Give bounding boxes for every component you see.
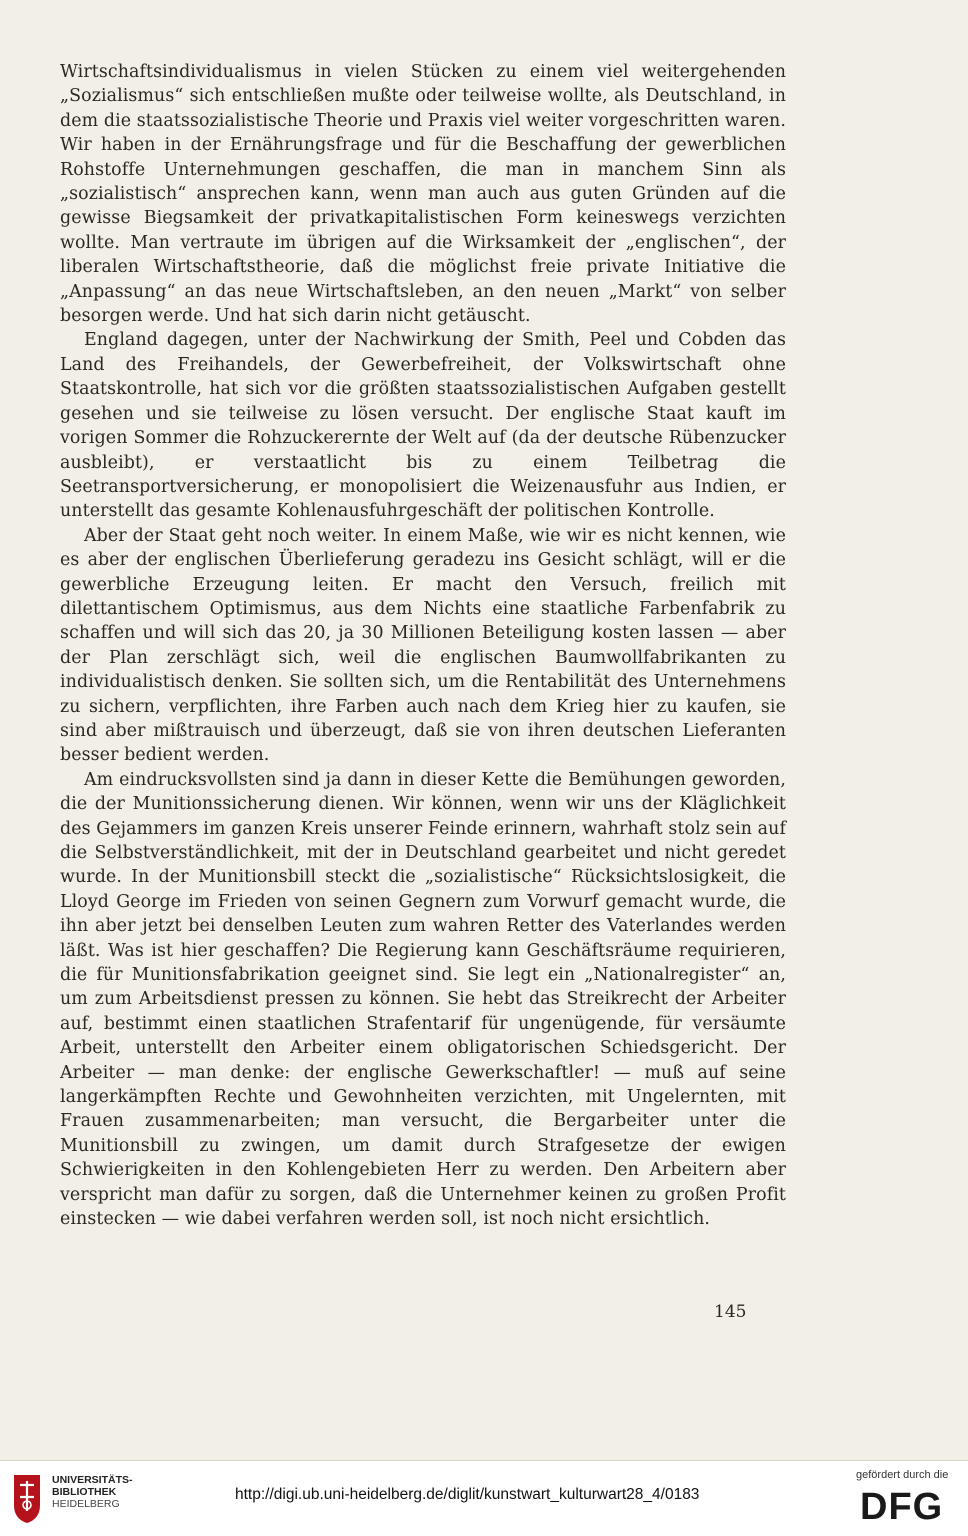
funding-note: gefördert durch die: [856, 1469, 949, 1481]
library-name: [52, 1474, 133, 1510]
paragraph: Wirtschaftsindividualismus in vielen Stücken zu einem viel weitergehenden „Sozialismus“ sich entschließen mußte oder teilweise wollte, als Deutschland, in dem die staatssozialistische Theorie und Praxis viel weiter vorgeschritten waren. Wir haben in der Ernährungsfrage und für die Beschaffung der gewerblichen Rohstoffe Unternehmungen geschaffen, die man in manchem Sinn als „sozialistisch“ ansprechen kann, wenn man auch aus guten Gründen auf die gewisse Biegsamkeit der privatkapitalistischen Form keineswegs verzichten wollte. Man vertraute im übrigen auf die Wirksamkeit der „englischen“, der liberalen Wirtschaftstheorie, daß die möglichst freie private Initiative die „Anpassung“ an das neue Wirtschaftsleben, an den neuen „Markt“ von selber besorgen werde. Und hat sich darin nicht getäuscht.: [60, 62, 786, 327]
body-text: [60, 60, 786, 1232]
paragraph: England dagegen, unter der Nachwirkung der Smith, Peel und Cobden das Land des Freihandels, der Gewerbefreiheit, der Volkswirtschaft ohne Staatskontrolle, hat sich vor die größten staatssozialistischen Aufgaben gestellt gesehen und sie teilweise zu lösen versucht. Der englische Staat kauft im vorigen Sommer die Rohzuckerernte der Welt auf (da der deutsche Rübenzucker ausbleibt), er verstaatlicht bis zu einem Teilbetrag die Seetransportversicherung, er monopolisiert die Weizenausfuhr aus Indien, er unterstellt das gesamte Kohlenausfuhrgeschäft der politischen Kontrolle.: [60, 330, 786, 522]
library-name-line: UNIVERSITÄTS-: [52, 1474, 133, 1486]
source-url[interactable]: http://digi.ub.uni-heidelberg.de/diglit/kunstwart_kulturwart28_4/0183: [235, 1486, 700, 1503]
paragraph: Aber der Staat geht noch weiter. In einem Maße, wie wir es nicht kennen, wie es aber der englischen Überlieferung geradezu ins Gesicht schlägt, will er die gewerbliche Erzeugung leiten. Er macht den Versuch, freilich mit dilettantischem Optimismus, aus dem Nichts eine staatliche Farbenfabrik zu schaffen und will sich das 20, ja 30 Millionen Beteiligung kosten lassen — aber der Plan zerschlägt sich, weil die englischen Baumwollfabrikanten zu individualistisch denken. Sie sollten sich, um die Rentabilität des Unternehmens zu sichern, verpflichten, ihre Farben auch nach dem Krieg hier zu kaufen, sie sind aber mißtrauisch und überzeugt, daß sie von ihren deutschen Lieferanten besser bedient werden.: [60, 525, 786, 766]
page-number: 145: [714, 1302, 747, 1322]
dfg-logo: DFG: [860, 1486, 944, 1528]
paragraph: Am eindrucksvollsten sind ja dann in dieser Kette die Bemühungen geworden, die der Munitionssicherung dienen. Wir können, wenn wir uns der Kläglichkeit des Gejammers im ganzen Kreis unserer Feinde erinnern, wahrhaft stolz sein auf die Selbstverständlichkeit, mit der in Deutschland gearbeitet und nicht geredet wurde. In der Munitionsbill steckt die „sozialistische“ Rücksichtslosigkeit, die Lloyd George im Frieden von seinen Gegnern zum Vorwurf gemacht wurde, die ihn aber jetzt bei denselben Leuten zum wahren Retter des Vaterlandes werden läßt. Was ist hier geschaffen? Die Regierung kann Geschäftsräume requirieren, die für Munitionsfabrikation geeignet sind. Sie legt ein „Nationalregister“ an, um zum Arbeitsdienst pressen zu können. Sie hebt das Streikrecht der Arbeiter auf, bestimmt einen staatlichen Strafentarif für ungenügende, für versäumte Arbeit, unterstellt den Arbeiter einem obligatorischen Schiedsgericht. Der Arbeiter — man denke: der englische Gewerkschaftler! — muß auf seine langerkämpften Rechte und Gewohnheiten verzichten, mit Ungelernten, mit Frauen zusammenarbeiten; man versucht, die Bergarbeiter unter die Munitionsbill zu zwingen, um damit durch Strafgesetze der ewigen Schwierigkeiten in den Kohlengebieten Herr zu werden. Den Arbeitern aber verspricht man dafür zu sorgen, daß die Unternehmer keinen zu großen Profit einstecken — wie dabei verfahren werden soll, ist noch nicht ersichtlich.: [60, 769, 786, 1230]
library-name-line: BIBLIOTHEK: [52, 1486, 117, 1498]
library-name-line: HEIDELBERG: [52, 1498, 120, 1510]
university-seal-icon: [10, 1471, 44, 1525]
footer-bar: [0, 1460, 968, 1536]
